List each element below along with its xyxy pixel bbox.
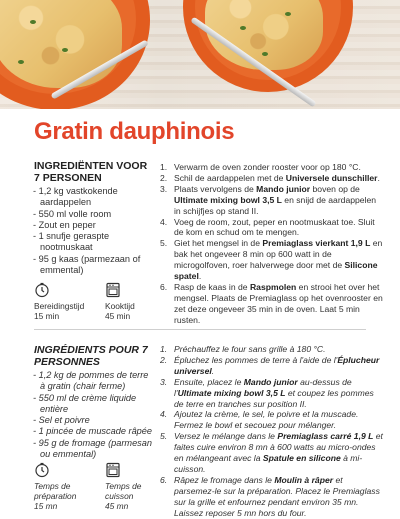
- step-text: au-dessus de l': [174, 376, 352, 398]
- step-number: 4.: [160, 216, 168, 227]
- step-text: Préchauffez le four sans grille à 180 °C.: [174, 344, 326, 354]
- step-text: Épluchez les pommes de terre à l'aide de l': [174, 354, 338, 365]
- prep-time-label: Temps de préparation: [34, 481, 77, 501]
- step-text: Ajoutez la crème, le sel, le poivre et la muscade. Fermez le bowl et secouez pour mélanger.: [174, 409, 359, 431]
- ingredient-item: - 1,2 kg vastkokende aardappelen: [33, 186, 118, 208]
- step-text: et coupez les pommes de terre en tranches sur position II.: [174, 387, 374, 409]
- step-text: et faites cuire environ 8 mn à 600 watts au micro-ondes en mélangeant avec la: [174, 431, 383, 464]
- step-text: en bak het ongeveer 8 min op 600 watt in de microgolfoven, roer halverwege door met de: [174, 238, 383, 271]
- instruction-step: [160, 217, 385, 239]
- recipe-photo: [0, 0, 400, 109]
- product-name: Premiaglass carré 1,9 L: [277, 431, 374, 442]
- step-text: Plaats vervolgens de: [174, 183, 257, 194]
- step-text: et parsemez-le sur la préparation. Placez le Premiaglass sur la grille et enfournez pendant environ 35 mn. Laissez reposer 5 mn hors du four.: [174, 474, 380, 518]
- step-text: Ensuite, placez le: [174, 376, 244, 387]
- step-number: 1.: [160, 344, 168, 354]
- step-text: Râpez le fromage dans le: [174, 474, 275, 485]
- step-text: Rasp de kaas in de: [174, 281, 250, 292]
- prep-time-value: 15 min: [34, 311, 60, 321]
- oven-icon: [105, 462, 121, 478]
- left-gratin-portion: [0, 0, 122, 88]
- ingredient-item: - Sel et poivre: [33, 415, 90, 426]
- product-name: Mando junior: [243, 376, 298, 387]
- ingredients-heading: INGRÉDIENTS POUR 7 PERSONNES: [34, 344, 148, 368]
- ingredient-item: - 550 ml volle room: [33, 208, 112, 219]
- ingredient-item: - 1 pincée de muscade râpée: [33, 426, 153, 437]
- cook-time-value: 45 mn: [105, 501, 129, 511]
- step-text: Giet het mengsel in de: [174, 238, 263, 249]
- instruction-step: [160, 184, 385, 217]
- step-number: 3.: [160, 183, 168, 194]
- ingredients-list: [32, 186, 152, 276]
- step-number: 2.: [160, 172, 168, 183]
- instruction-step: [160, 431, 385, 475]
- instruction-step: [160, 377, 385, 410]
- product-name: Mando junior: [256, 183, 311, 194]
- step-number: 5.: [160, 431, 168, 442]
- product-name: Éplucheur universel: [174, 354, 380, 376]
- step-text: .: [377, 172, 380, 183]
- prep-time: [34, 282, 84, 321]
- cook-time-label: Kooktijd: [105, 301, 135, 311]
- step-text: en strooi het over het mengsel. Plaats de Premiaglass op het ovenrooster en zet deze ongeveer 35 min in de oven. Laat 5 min rusten.: [174, 281, 383, 325]
- step-text: .: [211, 365, 215, 376]
- instruction-step: [160, 355, 385, 377]
- product-name: Universele dunschiller: [285, 172, 378, 183]
- ingredient-item: - 95 g kaas (parmezaan of emmental): [33, 253, 141, 276]
- step-number: 4.: [160, 409, 168, 420]
- instructions-list: [160, 162, 385, 326]
- ingredient-item: - Zout en peper: [33, 219, 96, 230]
- cook-time-label: Temps de cuisson: [105, 481, 142, 501]
- instruction-step: [160, 282, 385, 326]
- oven-icon: [105, 282, 121, 298]
- ingredients-list: [32, 370, 152, 460]
- step-text: Versez le mélange dans le: [174, 431, 278, 442]
- ingredients-heading: INGREDIËNTEN VOOR 7 PERSONEN: [34, 160, 148, 184]
- product-name: Raspmolen: [249, 281, 297, 292]
- step-number: 5.: [160, 238, 168, 249]
- product-name: Spatule en silicone: [262, 453, 341, 464]
- ingredient-item: - 550 ml de crème liquide entière: [33, 392, 137, 414]
- ingredient-item: - 1 snufje geraspte nootmuskaat: [33, 231, 110, 253]
- prep-time-label: Bereidingstijd: [34, 301, 85, 311]
- section-divider: [34, 329, 366, 330]
- product-name: Premiaglass vierkant 1,9 L: [262, 238, 371, 249]
- instruction-step: [160, 238, 385, 282]
- instruction-step: [160, 409, 385, 431]
- ingredient-item: - 1,2 kg de pommes de terre à gratin (chair ferme): [33, 370, 149, 392]
- prep-time: [34, 462, 94, 511]
- prep-time-value: 15 mn: [34, 501, 58, 511]
- step-text: boven op de: [310, 183, 360, 194]
- step-number: 2.: [160, 354, 168, 365]
- recipe-title: Gratin dauphinois: [34, 118, 235, 145]
- clock-icon: [34, 282, 50, 298]
- cook-time-value: 45 min: [105, 311, 131, 321]
- ingredient-item: - 95 g de fromage (parmesan ou emmental): [33, 437, 152, 460]
- product-name: Moulin à râper: [274, 474, 334, 485]
- product-name: Silicone spatel: [174, 260, 378, 282]
- step-text: Voeg de room, zout, peper en nootmuskaat toe. Sluit de kom en schud om te mengen.: [174, 216, 375, 238]
- step-number: 6.: [160, 281, 168, 292]
- clock-icon: [34, 462, 50, 478]
- cook-time: [105, 282, 135, 321]
- step-number: 1.: [160, 162, 168, 172]
- step-text: à mi-cuisson.: [174, 453, 363, 474]
- instruction-step: [160, 173, 385, 184]
- instruction-step: [160, 344, 385, 355]
- instruction-step: [160, 475, 385, 519]
- step-number: 3.: [160, 376, 168, 387]
- cook-time: [105, 462, 155, 511]
- step-text: Schil de aardappelen met de: [174, 172, 286, 183]
- step-number: 6.: [160, 474, 168, 485]
- instructions-list: [160, 344, 385, 519]
- step-text: Verwarm de oven zonder rooster voor op 180 °C.: [174, 162, 361, 172]
- product-name: Ultimate mixing bowl 3,5 L: [177, 387, 286, 398]
- step-text: .: [198, 271, 202, 282]
- product-name: Ultimate mixing bowl 3,5 L: [174, 194, 282, 205]
- step-text: en snijd de aardappelen in schijfjes op stand II.: [174, 194, 377, 216]
- instruction-step: [160, 162, 385, 173]
